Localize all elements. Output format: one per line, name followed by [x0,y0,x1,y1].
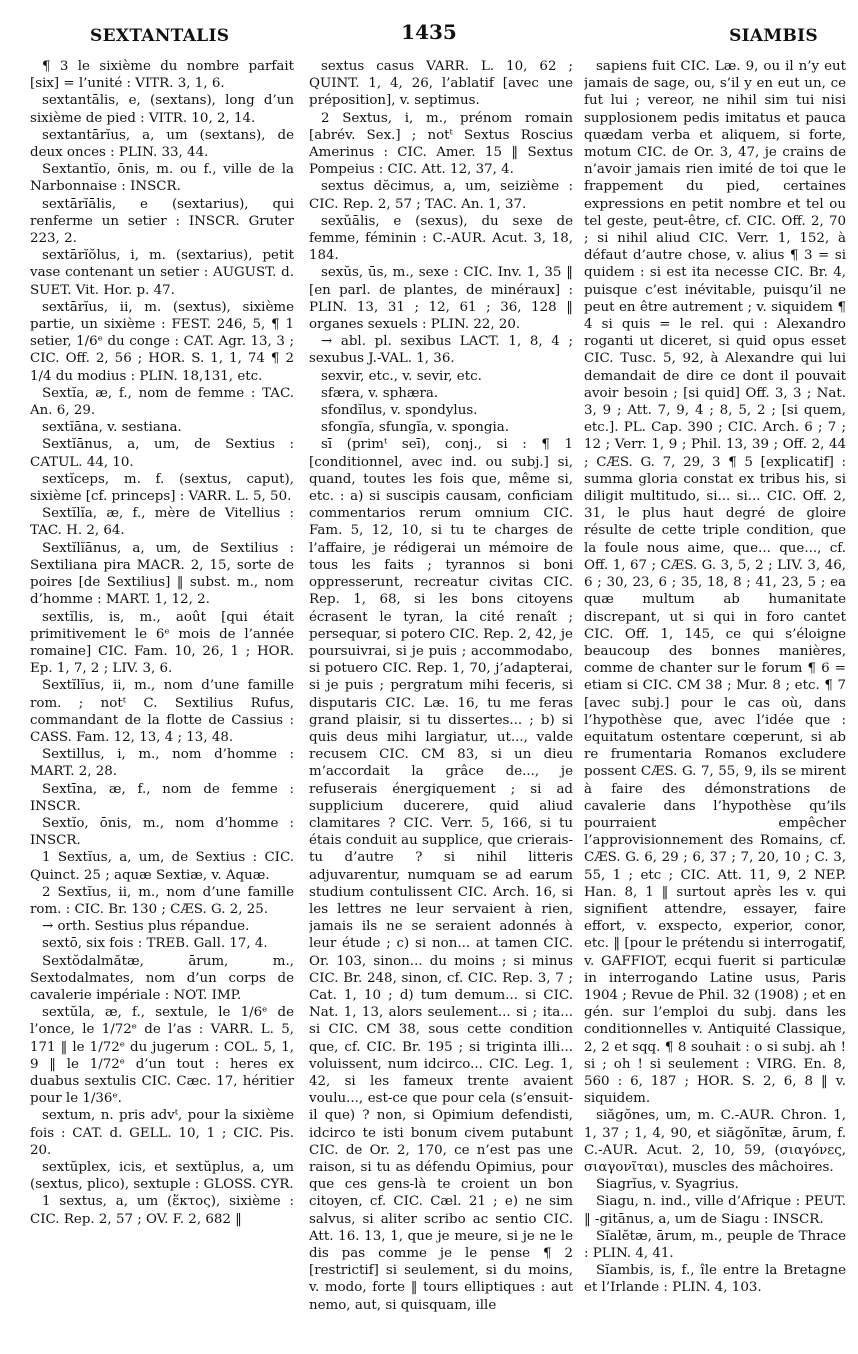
dictionary-entry: sextārĭŏlus, i, m. (sextarius), petit vase contenant un setier : AUGUST. d. SUET. Vit. Hor. p. 47. [30,248,294,298]
dictionary-entry: Sextantĭo, ōnis, m. ou f., ville de la Narbonnaise : INSCR. [30,162,294,195]
dictionary-entry: Sextĭa, æ, f., nom de femme : TAC. An. 6, 29. [30,385,294,419]
dictionary-entry: sexvir, etc., v. sevir, etc. [321,368,482,384]
header-left-headword: SEXTANTALIS [90,26,230,46]
dictionary-entry: sapiens fuit CIC. Læ. 9, ou il n’y eut jamais de sage, ou, s’il y en eut un, ce fut lui ; vereor, ne nihil sim tui nisi supplosionem pedis imitatus et pauca quædam verba et aliquem, si forte, motum CIC. de Or. 3, 47, je crains de n’avoir jamais rien imité de toi que le frappement du pied, certaines expressions en petit nombre et tel ou tel geste, peut-être, cf. CIC. Off. 2, 70 ; si nihil aliud CIC. Verr. 1, 152, à défaut d’autre chose, v. alius ¶ 3 = si quidem : si est ita necesse CIC. Br. 4, puisque c’est inévitable, puisqu’il ne peut en être autrement ; v. siquidem ¶ 4 si quis = le rel. qui : Alexandro roganti ut diceret, si quid opus esset CIC. Tusc. 5, 92, à Alexandre qui lui demandait de dire ce dont il pouvait avoir besoin ; [si quid] Off. 3, 3 ; Nat. 3, 9 ; Att. 7, 9, 4 ; 8, 5, 2 ; [si quem, etc.]. PL. Cap. 390 ; CIC. Arch. 6 ; 7 ; 12 ; Verr. 1, 9 ; Phil. 13, 39 ; Off. 2, 44 ; CÆS. G. 7, 29, 3 ¶ 5 [explicatif] : summa gloria constat ex tribus his, si diligit multitudo, si... si... CIC. Off. 2, 31, le plus haut degré de gloire résulte de cette triple condition, que la foule nous aime, que... que..., cf. Off. 1, 67 ; CÆS. G. 3, 5, 2 ; LIV. 3, 46, 6 ; 30, 23, 6 ; 35, 18, 8 ; 41, 23, 5 ; ea quæ multum ab humanitate discrepant, ut si qui in foro cantet CIC. Off. 1, 145, ce qui s’éloigne beaucoup des bonnes manières, comme de chanter sur le forum ¶ 6 = etiam si CIC. CM 38 ; Mur. 8 ; etc. ¶ 7 [avec subj.] pour le cas où, dans l’hypothèse que, avec l’idée que : equitatum ostentare cœperunt, si ab re frumentaria Romanos excludere possent CÆS. G. 7, 55, 9, ils se mirent à faire des démonstrations de cavalerie dans l’hypothèse qu’ils pourraient empêcher l’approvisionnement des Romains, cf. CÆS. G. 6, 29 ; 6, 37 ; 7, 20, 10 ; C. 3, 55, 1 ; etc ; CIC. Att. 11, 9, 2 NEP. Han. 8, 1 ‖ surtout après les v. qui signifient attendre, essayer, faire effort, v. exspecto, experior, conor, etc. ‖ [pour le prétendu si interrogatif, v. GAFFIOT, ecqui fuerit si particulæ in interrogando Latine usus, Paris 1904 ; Revue de Phil. 32 (1908) ; et en gén. sur l’emploi du subj. dans les conditionnelles v. Antiquité Classique, 2, 2 et sqq. ¶ 8 souhait : o si subj. ah ! si ; oh ! si seulement : VIRG. En. 8, 560 : 6, 187 ; HOR. S. 2, 6, 8 ‖ v. siquidem. [584,59,846,1107]
dictionary-entry: Sextĭlĭus, ii, m., nom d’une famille rom. ; notᵗ C. Sextilius Rufus, commandant de la flotte de Cassius : CASS. Fam. 12, 13, 4 ; 13, 48. [30,678,294,745]
dictionary-entry: → orth. Sestius plus répandue. [42,919,250,935]
dictionary-entry: ¶ 3 le sixième du nombre parfait [six] = l’unité : VITR. 3, 1, 6. [30,59,294,92]
dictionary-entry: Sextillus, i, m., nom d’homme : MART. 2, 28. [30,747,294,780]
dictionary-entry: siăgŏnes, um, m. C.-AUR. Chron. 1, 1, 37 ; 1, 4, 90, et siăgŏnītæ, ārum, f. C.-AUR. Acut. 2, 10, 59, (σιαγόνες, σιαγονῖται), muscles des mâchoires. [584,1108,846,1175]
dictionary-entry: sextus casus VARR. L. 10, 62 ; QUINT. 1, 4, 26, l’ablatif [avec une préposition], v. septimus. [309,59,573,109]
dictionary-entry: 2 Sextus, i, m., prénom romain [abrév. Sex.] ; notᵗ Sextus Roscius Amerinus : CIC. Amer. 15 ‖ Sextus Pompeius : CIC. Att. 12, 37, 4. [309,110,573,178]
dictionary-entry: Sextĭlĭānus, a, um, de Sextilius : Sextiliana pira MACR. 2, 15, sorte de poires [de Sextilius] ‖ subst. m., nom d’homme : MART. 1, 12, 2. [30,540,294,608]
dictionary-entry: Sĭambis, is, f., île entre la Bretagne et l’Irlande : PLIN. 4, 103. [584,1263,846,1296]
dictionary-entry: sī (primᵗ seī), conj., si : ¶ 1 [conditionnel, avec ind. ou subj.] si, quand, toutes les fois que, même si, etc. : a) si suscipis causam, conficiam commentarios rerum omnium CIC. Fam. 5, 12, 10, si tu te charges de l’affaire, je rédigerai un mémoire de tous les faits ; tyrannos si boni oppresserunt, recreatur civitas CIC. Rep. 1, 68, si les bons citoyens écrasent le tyran, la cité renaît ; persequar, si potero CIC. Rep. 2, 42, je poursuivrai, si je puis ; accommodabo, si potuero CIC. Rep. 1, 70, j’adapterai, si je puis ; pergratum mihi feceris, si disputaris CIC. Læ. 16, tu me feras grand plaisir, si tu dissertes... ; b) si quis deus mihi largiatur, ut..., valde recusem CIC. CM 83, si un dieu m’accordait la grâce de..., je refuserais énergiquement ; si ad supplicium ducerere, quid aliud clamitares ? CIC. Verr. 5, 166, si tu étais conduit au supplice, que crierais-tu d’autre ? si nihil litteris adjuvarentur, numquam se ad earum studium contulissent CIC. Arch. 16, si les lettres ne leur servaient à rien, jamais ils ne se seraient adonnés à leur étude ; c) si non... at tamen CIC. Or. 103, sinon... du moins ; si minus CIC. Br. 248, sinon, cf. CIC. Rep. 3, 7 ; Cat. 1, 10 ; d) tum demum... si CIC. Nat. 1, 13, alors seulement... si ; ita... si CIC. CM 38, sous cette condition que, cf. CIC. Br. 195 ; si triginta illi... voluissent, num idcirco... CIC. Leg. 1, 42, si les fameux trente avaient voulu..., est-ce que pour cela (s’ensuit-il que) ? non, si Opimium defendisti, idcirco te isti bonum civem putabunt CIC. de Or. 2, 170, ce n’est pas une raison, si tu as défendu Opimius, pour que ces gens-là te croient un bon citoyen, cf. CIC. Cæl. 21 ; e) ne sim salvus, si aliter scribo ac sentio CIC. Att. 16. 13, 1, que je meure, si je ne le dis pas comme je le pense ¶ 2 [restrictif] si seulement, si du moins, v. modo, forte ‖ tours elliptiques : aut nemo, aut, si quisquam, ille [309,437,573,1313]
dictionary-entry: Sextĭo, ōnis, m., nom d’homme : INSCR. [30,815,294,849]
dictionary-entry: sextārĭus, ii, m. (sextus), sixième partie, un sixième : FEST. 246, 5, ¶ 1 setier, 1/6ᵉ du conge : CAT. Agr. 13, 3 ; CIC. Off. 2, 56 ; HOR. S. 1, 1, 74 ¶ 2 1/4 du modius : PLIN. 18,131, etc. [30,299,294,384]
dictionary-entry: → abl. pl. sexibus LACT. 1, 8, 4 ; sexubus J.-VAL. 1, 36. [309,334,573,367]
column-right [584,58,846,1348]
dictionary-entry: Sĭalĕtæ, ārum, m., peuple de Thrace : PLIN. 4, 41. [584,1228,846,1262]
dictionary-entry: sexŭs, ūs, m., sexe : CIC. Inv. 1, 35 ‖ [en parl. de plantes, de minéraux] : PLIN. 13, 31 ; 12, 61 ; 36, 128 ‖ organes sexuels : PLIN. 22, 20. [309,265,573,333]
dictionary-entry: sextantālis, e, (sextans), long d’un sixième de pied : VITR. 10, 2, 14. [30,93,294,126]
dictionary-entry: sfongĭa, sfungĭa, v. spongia. [321,420,510,436]
header-right-headword: SIAMBIS [729,26,818,46]
dictionary-entry: sextō, six fois : TREB. Gall. 17, 4. [42,936,268,952]
dictionary-entry: sexŭālis, e (sexus), du sexe de femme, féminin : C.-AUR. Acut. 3, 18, 184. [309,213,573,264]
column-middle [309,58,573,1348]
dictionary-entry: Siagrĭus, v. Syagrius. [596,1177,739,1193]
page-number: 1435 [401,20,457,44]
dictionary-entry: Sextŏdalmătæ, ārum, m., Sextodalmates, nom d’un corps de cavalerie impériale : NOT. IMP. [30,953,294,1003]
dictionary-entry: Siagu, n. ind., ville d’Afrique : PEUT. ‖ -gitānus, a, um de Siagu : INSCR. [584,1194,846,1227]
column-left [30,58,294,1348]
dictionary-entry: 1 Sextĭus, a, um, de Sextius : CIC. Quinct. 25 ; aquæ Sextiæ, v. Aquæ. [30,850,294,883]
dictionary-entry: sextum, n. pris advᵗ, pour la sixième fois : CAT. d. GELL. 10, 1 ; CIC. Pis. 20. [30,1108,294,1158]
page-header [0,20,858,50]
dictionary-entry: sfondĭlus, v. spondylus. [321,403,478,419]
dictionary-entry: sextĭceps, m. f. (sextus, caput), sixième [cf. princeps] : VARR. L. 5, 50. [30,471,294,505]
dictionary-entry: sextŭla, æ, f., sextule, le 1/6ᵉ de l’once, le 1/72ᵉ de l’as : VARR. L. 5, 171 ‖ le 1/72ᵉ du jugerum : COL. 5, 1, 9 ‖ le 1/72ᵉ d’un tout : heres ex duabus sextulis CIC. Cæc. 17, héritier pour le 1/36ᵉ. [30,1005,294,1107]
dictionary-entry: sextārĭālis, e (sextarius), qui renferme un setier : INSCR. Gruter 223, 2. [30,196,294,247]
dictionary-entry: sfæra, v. sphæra. [321,385,439,401]
dictionary-entry: 1 sextus, a, um (ἕκτος), sixième : CIC. Rep. 2, 57 ; OV. F. 2, 682 ‖ [30,1194,294,1227]
dictionary-entry: sextus dĕcimus, a, um, seizième : CIC. Rep. 2, 57 ; TAC. An. 1, 37. [309,179,573,212]
dictionary-entry: Sextĭlĭa, æ, f., mère de Vitellius : TAC. H. 2, 64. [30,506,294,539]
dictionary-entry: sextantārĭus, a, um (sextans), de deux onces : PLIN. 33, 44. [30,127,294,161]
dictionary-entry: sextĭlis, is, m., août [qui était primitivement le 6ᵉ mois de l’année romaine] CIC. Fam. 10, 26, 1 ; HOR. Ep. 1, 7, 2 ; LIV. 3, 6. [30,609,294,677]
dictionary-entry: Sextĭānus, a, um, de Sextius : CATUL. 44, 10. [30,437,294,470]
dictionary-entry: sextĭāna, v. sestiana. [42,420,182,436]
dictionary-entry: 2 Sextĭus, ii, m., nom d’une famille rom. : CIC. Br. 130 ; CÆS. G. 2, 25. [30,884,294,917]
dictionary-entry: sextŭplex, icis, et sextŭplus, a, um (sextus, plico), sextuple : GLOSS. CYR. [30,1160,294,1193]
dictionary-entry: Sextīna, æ, f., nom de femme : INSCR. [30,781,294,814]
